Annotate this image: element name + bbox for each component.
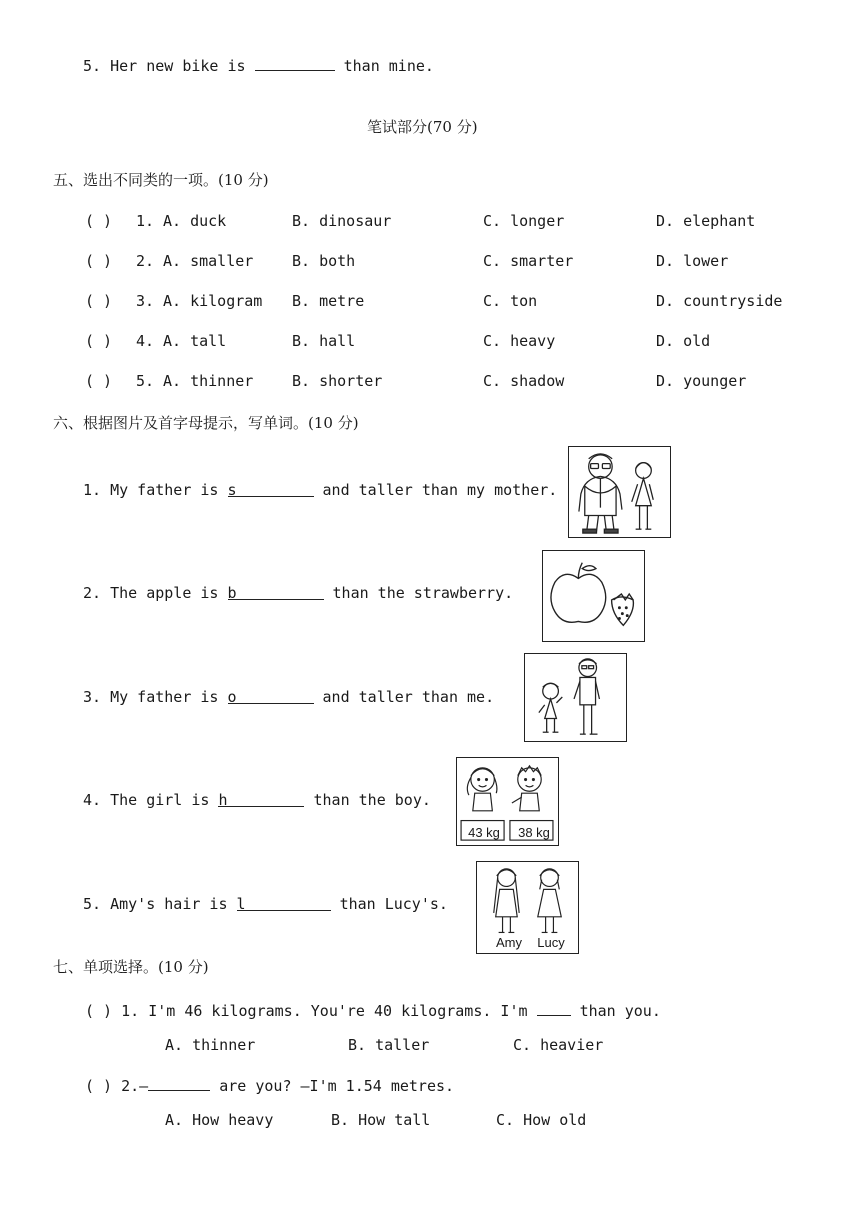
fill-item-3 bbox=[83, 687, 494, 707]
option-b: B. hall bbox=[292, 332, 356, 350]
picture-amy-lucy bbox=[476, 861, 579, 954]
question-text: than Lucy's. bbox=[339, 895, 448, 913]
question-number: 1. bbox=[121, 1002, 140, 1020]
option-d: D. old bbox=[656, 332, 711, 350]
question-text: than you. bbox=[579, 1002, 661, 1020]
q2-option-b: B. How tall bbox=[331, 1111, 431, 1129]
option-c: C. ton bbox=[483, 292, 538, 310]
option-a: A. duck bbox=[163, 212, 227, 230]
question-number: 3. bbox=[83, 688, 102, 706]
q1-option-b: B. taller bbox=[348, 1036, 430, 1054]
answer-paren[interactable]: ( ) bbox=[85, 212, 113, 230]
section-6-title: 六、根据图片及首字母提示，写单词。(10 分) bbox=[53, 414, 359, 432]
option-d: D. elephant bbox=[656, 212, 756, 230]
picture-girl-boy-weights bbox=[456, 757, 559, 846]
choice-q2-stem bbox=[85, 1074, 454, 1096]
option-c: C. heavy bbox=[483, 332, 556, 350]
question-text: than the strawberry. bbox=[332, 584, 514, 602]
question-number: 5. bbox=[83, 895, 102, 913]
question-text: Amy's hair is bbox=[110, 895, 228, 913]
answer-paren[interactable]: ( ) bbox=[85, 1002, 113, 1020]
answer-blank[interactable] bbox=[228, 583, 324, 600]
answer-blank[interactable] bbox=[148, 1074, 210, 1091]
question-number: 1. bbox=[83, 481, 102, 499]
question-text: and taller than me. bbox=[322, 688, 495, 706]
hint-letter: l bbox=[236, 895, 246, 913]
q1-option-a: A. thinner bbox=[165, 1036, 256, 1054]
option-a: A. tall bbox=[163, 332, 227, 350]
option-a: A. smaller bbox=[163, 252, 254, 270]
question-text: My father is bbox=[110, 688, 219, 706]
question-number: 5. bbox=[136, 372, 155, 390]
option-b: B. shorter bbox=[292, 372, 383, 390]
weight-label-boy: 38 kg bbox=[518, 825, 550, 840]
q2-option-c: C. How old bbox=[496, 1111, 587, 1129]
q1-option-c: C. heavier bbox=[513, 1036, 604, 1054]
question-number: 4. bbox=[136, 332, 155, 350]
answer-blank[interactable] bbox=[255, 54, 335, 71]
question-number: 3. bbox=[136, 292, 155, 310]
section-7-title: 七、单项选择。(10 分) bbox=[53, 958, 209, 976]
question-text: The apple is bbox=[110, 584, 219, 602]
picture-father-son bbox=[524, 653, 627, 742]
question-number: 2. bbox=[83, 584, 102, 602]
answer-paren[interactable]: ( ) bbox=[85, 292, 113, 310]
question-text: than the boy. bbox=[313, 791, 431, 809]
listening-q5 bbox=[83, 54, 434, 76]
option-b: B. dinosaur bbox=[292, 212, 392, 230]
name-label-amy: Amy bbox=[496, 935, 522, 950]
option-a: A. thinner bbox=[163, 372, 254, 390]
question-number: 5. bbox=[83, 57, 102, 75]
option-c: C. shadow bbox=[483, 372, 565, 390]
fill-item-2 bbox=[83, 583, 513, 603]
section-5-title: 五、选出不同类的一项。(10 分) bbox=[53, 171, 269, 189]
fill-item-5 bbox=[83, 894, 448, 914]
option-c: C. longer bbox=[483, 212, 565, 230]
hint-letter: o bbox=[227, 688, 237, 706]
question-number: 4. bbox=[83, 791, 102, 809]
answer-blank[interactable] bbox=[218, 790, 304, 807]
answer-blank[interactable] bbox=[537, 999, 571, 1016]
question-number: 2.— bbox=[121, 1077, 149, 1095]
option-b: B. metre bbox=[292, 292, 365, 310]
option-c: C. smarter bbox=[483, 252, 574, 270]
answer-paren[interactable]: ( ) bbox=[85, 252, 113, 270]
picture-father-mother bbox=[568, 446, 671, 538]
hint-letter: h bbox=[218, 791, 228, 809]
picture-apple-strawberry bbox=[542, 550, 645, 642]
answer-paren[interactable]: ( ) bbox=[85, 332, 113, 350]
question-text: are you? —I'm 1.54 metres. bbox=[219, 1077, 455, 1095]
question-number: 2. bbox=[136, 252, 155, 270]
option-d: D. countryside bbox=[656, 292, 783, 310]
hint-letter: s bbox=[227, 481, 237, 499]
answer-blank[interactable] bbox=[228, 687, 314, 704]
answer-blank[interactable] bbox=[228, 480, 314, 497]
question-text: I'm 46 kilograms. You're 40 kilograms. I'm bbox=[148, 1002, 528, 1020]
question-text: My father is bbox=[110, 481, 219, 499]
fill-item-4 bbox=[83, 790, 431, 810]
question-text: and taller than my mother. bbox=[322, 481, 558, 499]
choice-q1-stem bbox=[85, 999, 661, 1021]
option-d: D. lower bbox=[656, 252, 729, 270]
option-d: D. younger bbox=[656, 372, 747, 390]
fill-item-1 bbox=[83, 480, 557, 500]
name-label-lucy: Lucy bbox=[537, 935, 565, 950]
answer-paren[interactable]: ( ) bbox=[85, 372, 113, 390]
option-b: B. both bbox=[292, 252, 356, 270]
question-number: 1. bbox=[136, 212, 155, 230]
question-text: Her new bike is bbox=[110, 57, 246, 75]
q2-option-a: A. How heavy bbox=[165, 1111, 274, 1129]
question-text: The girl is bbox=[110, 791, 210, 809]
written-part-title: 笔试部分(70 分) bbox=[367, 118, 478, 136]
hint-letter: b bbox=[227, 584, 237, 602]
option-a: A. kilogram bbox=[163, 292, 263, 310]
weight-label-girl: 43 kg bbox=[468, 825, 500, 840]
answer-blank[interactable] bbox=[237, 894, 331, 911]
answer-paren[interactable]: ( ) bbox=[85, 1077, 113, 1095]
question-text: than mine. bbox=[343, 57, 434, 75]
